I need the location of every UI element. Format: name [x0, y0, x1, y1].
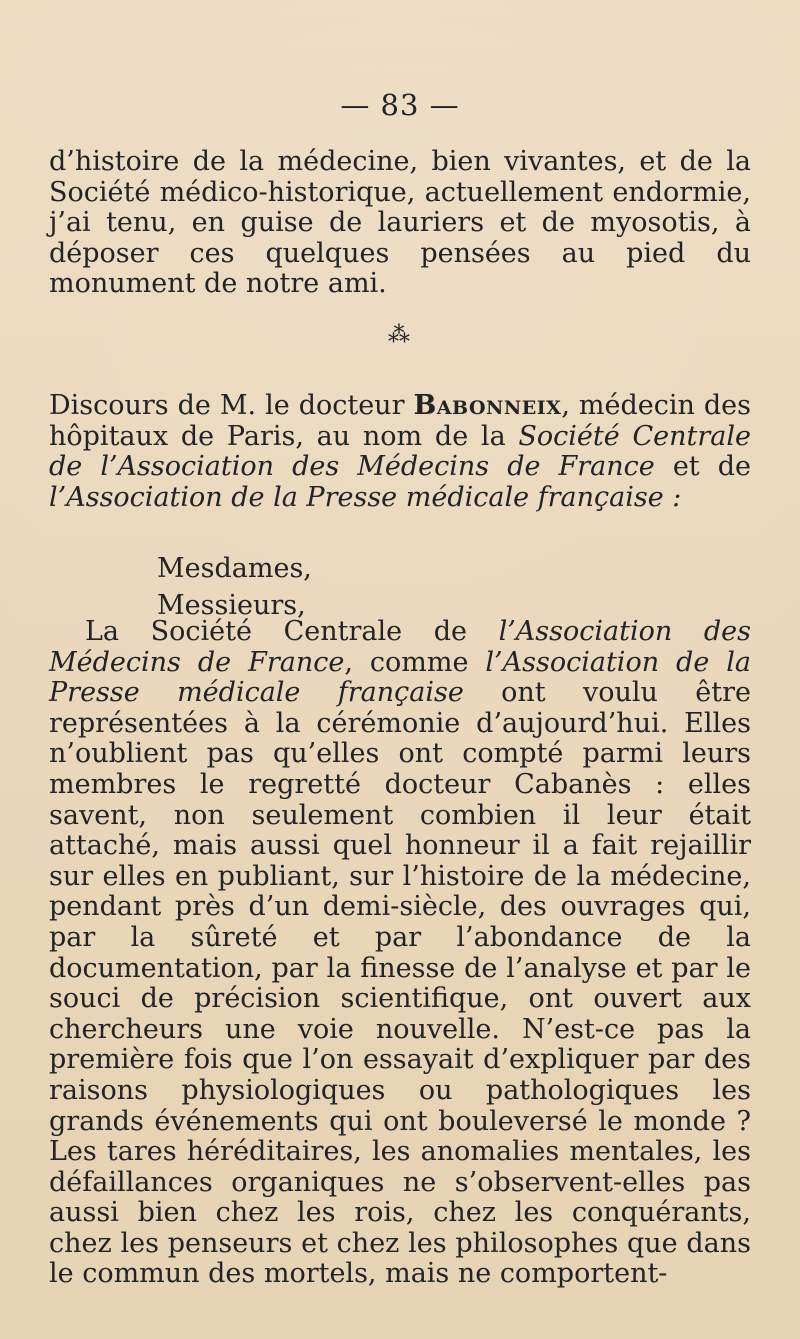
opening-paragraph: d’histoire de la médecine, bien vivantes, et de la Société médico-historique, actuellement endormie, j’ai tenu, en guise de lauriers et de myosotis, à déposer ces quelques pensées au pied du monument de notre ami. [49, 146, 751, 300]
main-paragraph-italic-2: l’Association de la Presse médicale française [49, 646, 752, 709]
salutation-line-2: Messieurs, [157, 590, 306, 621]
main-paragraph-rest: ont voulu être représentées à la cérémonie d’aujourd’hui. Elles n’oublient pas qu’elles ont compté parmi leurs membres le regretté docteur Cabanès : elles savent, non seulement combien il leur était attaché, mais aussi quel honneur il a fait rejaillir sur elles en publiant, sur l’histoire de la médecine, pendant près d’un demi-siècle, des ouvrages qui, par la sûreté et par l’abondance de la documentation, par la finesse de l’analyse et par le souci de précision scientifique, ont ouvert aux chercheurs une voie nouvelle. N’est-ce pas la première fois que l’on essayait d’expliquer par des raisons physiologiques ou pathologiques les grands événements qui ont bouleversé le monde ? Les tares héréditaires, les anomalies mentales, les défaillances organiques ne s’observent-elles pas aussi bien chez les rois, chez les conquérants, chez les penseurs et chez les philosophes que dans le commun des mortels, mais ne comportent- [49, 677, 751, 1290]
intro-rest: , médecin des hôpitaux de Paris, au nom de la [49, 390, 751, 452]
main-paragraph-start: La Société Centrale de [85, 616, 499, 647]
asterism-ornament: ⁂ [388, 323, 412, 348]
speaker-name: Babonneix [413, 390, 562, 421]
society-name-1: Société Centrale de l’Association des Médecins de France [49, 420, 751, 483]
society-name-2: l’Association de la Presse médicale française : [49, 481, 682, 513]
salutation-block [157, 550, 312, 624]
main-paragraph-middle: , comme [344, 646, 486, 678]
main-paragraph-italic-1: l’Association des Médecins de France [49, 616, 751, 678]
intro-start: Discours de M. le docteur [49, 390, 414, 421]
speech-introduction [49, 391, 751, 513]
salutation-line-1: Mesdames, [157, 553, 312, 584]
main-paragraph [49, 617, 751, 1290]
intro-conjunction: et de [654, 451, 751, 483]
page-number: — 83 — [340, 88, 460, 122]
